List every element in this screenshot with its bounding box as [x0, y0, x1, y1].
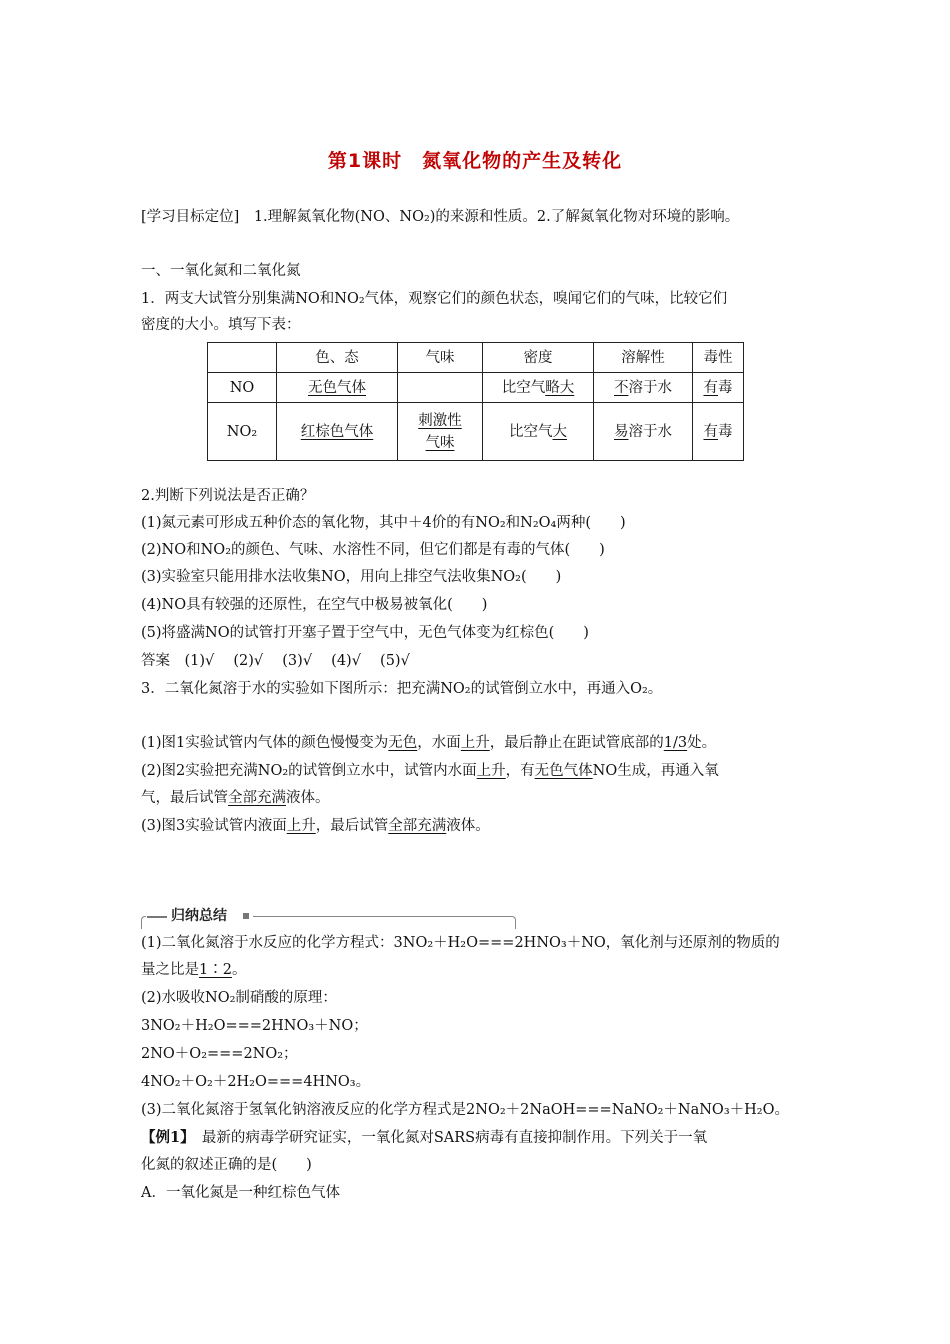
- equation: 3NO₂＋H₂O===2HNO₃＋NO；: [141, 1018, 368, 1034]
- table-header-cell: 溶解性: [594, 343, 693, 373]
- question-2-heading: 2.判断下列说法是否正确？: [141, 488, 315, 504]
- q3-item-2-cont: 气，最后试管全部充满液体。: [141, 790, 330, 806]
- properties-table: [207, 342, 744, 461]
- option-a: A．一氧化氮是一种红棕色气体: [141, 1185, 340, 1201]
- example-line-2: 化氮的叙述正确的是( ): [141, 1157, 312, 1173]
- equation: 2NO＋O₂===2NO₂；: [141, 1046, 298, 1062]
- table-header-cell: 气味: [398, 343, 483, 373]
- smell-cell: 刺激性 气味: [398, 403, 483, 461]
- state-cell: 红棕色气体: [277, 403, 398, 461]
- section-heading: 一、一氧化氮和二氧化氮: [141, 263, 301, 279]
- answer-line: 答案 (1)√ (2)√ (3)√ (4)√ (5)√: [141, 653, 410, 669]
- judgement-item: (1)氮元素可形成五种价态的氧化物，其中＋4价的有NO₂和N₂O₄两种( ): [141, 515, 626, 531]
- q3-item-2: (2)图2实验把充满NO₂的试管倒立水中，试管内水面上升，有无色气体NO生成，再通入氧: [141, 763, 719, 779]
- summary-item-3: (3)二氧化氮溶于氢氧化钠溶液反应的化学方程式是2NO₂＋2NaOH===NaNO₂＋NaNO₃＋H₂O。: [141, 1102, 789, 1118]
- example-line-1: 【例1】 最新的病毒学研究证实，一氧化氮对SARS病毒有直接抑制作用。下列关于一氧: [141, 1129, 708, 1146]
- judgement-item: (3)实验室只能用排水法收集NO，用向上排空气法收集NO₂( ): [141, 569, 562, 585]
- row-name: NO₂: [208, 403, 277, 461]
- judgement-item: (4)NO具有较强的还原性，在空气中极易被氧化( ): [141, 597, 488, 613]
- question-1-line-2: 密度的大小。填写下表：: [141, 317, 301, 333]
- solubility-cell: 不溶于水: [594, 373, 693, 403]
- equation: 4NO₂＋O₂＋2H₂O===4HNO₃。: [141, 1074, 371, 1090]
- table-row: [208, 373, 744, 403]
- summary-dot: [243, 913, 249, 919]
- question-1-line-1: 1．两支大试管分别集满NO和NO₂气体，观察它们的颜色状态，嗅闻它们的气味，比较它们: [141, 291, 728, 307]
- state-cell: 无色气体: [277, 373, 398, 403]
- table-header-cell: [208, 343, 277, 373]
- table-row: [208, 403, 744, 461]
- q3-item-1: (1)图1实验试管内气体的颜色慢慢变为无色，水面上升，最后静止在距试管底部的1/3处。: [141, 735, 717, 751]
- summary-item-1-cont: 量之比是1∶2。: [141, 962, 247, 978]
- judgement-item: (2)NO和NO₂的颜色、气味、水溶性不同，但它们都是有毒的气体( ): [141, 542, 605, 558]
- table-header-cell: 毒性: [693, 343, 744, 373]
- summary-label: 归纳总结: [171, 908, 227, 924]
- solubility-cell: 易溶于水: [594, 403, 693, 461]
- learning-objectives: [学习目标定位] 1.理解氮氧化物(NO、NO₂)的来源和性质。2.了解氮氧化物对环境的影响。: [141, 209, 740, 225]
- judgement-item: (5)将盛满NO的试管打开塞子置于空气中，无色气体变为红棕色( ): [141, 625, 589, 641]
- table-header-cell: 色、态: [277, 343, 398, 373]
- summary-frame-left: [141, 916, 146, 929]
- toxicity-cell: 有毒: [693, 373, 744, 403]
- summary-item-2: (2)水吸收NO₂制硝酸的原理：: [141, 990, 337, 1006]
- density-cell: 比空气略大: [483, 373, 594, 403]
- lesson-title: 第1课时 氮氧化物的产生及转化: [327, 150, 623, 172]
- smell-cell: [398, 373, 483, 403]
- summary-rule: [147, 916, 167, 918]
- summary-frame-right: [253, 916, 516, 929]
- q3-item-3: (3)图3实验试管内液面上升，最后试管全部充满液体。: [141, 818, 490, 834]
- toxicity-cell: 有毒: [693, 403, 744, 461]
- question-3-heading: 3．二氧化氮溶于水的实验如下图所示：把充满NO₂的试管倒立水中，再通入O₂。: [141, 681, 663, 697]
- row-name: NO: [208, 373, 277, 403]
- table-header-row: [208, 343, 744, 373]
- example-label: 【例1】: [141, 1129, 188, 1146]
- summary-header: [141, 904, 519, 928]
- density-cell: 比空气大: [483, 403, 594, 461]
- table-header-cell: 密度: [483, 343, 594, 373]
- summary-item-1: (1)二氧化氮溶于水反应的化学方程式：3NO₂＋H₂O===2HNO₃＋NO，氧化剂与还原剂的物质的: [141, 935, 780, 951]
